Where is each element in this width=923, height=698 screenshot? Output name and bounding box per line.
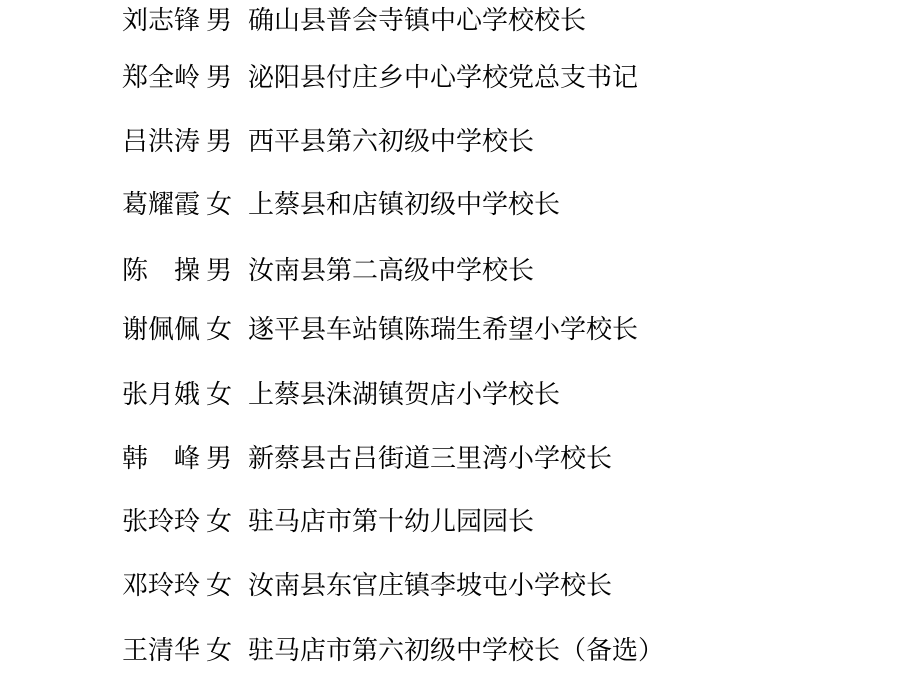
person-name: 韩 峰 [122,443,201,474]
person-title: 西平县第六初级中学校长 [248,126,535,157]
person-gender: 男 [206,255,233,286]
person-name: 张月娥 [122,380,201,411]
person-name: 王清华 [122,635,201,666]
person-gender: 女 [206,190,233,221]
person-title: 泌阳县付庄乡中心学校党总支书记 [248,63,639,94]
person-title: 驻马店市第十幼儿园园长 [248,507,535,538]
list-item [0,190,923,253]
person-gender: 男 [206,443,233,474]
list-item [0,444,923,507]
person-name: 陈 操 [122,255,201,286]
person-name: 邓玲玲 [122,570,201,601]
list-item [0,254,923,317]
person-title: 汝南县东官庄镇李坡屯小学校长 [248,570,613,601]
person-name: 葛耀霞 [122,190,201,221]
list-item [0,571,923,634]
person-name: 郑全岭 [122,63,201,94]
person-name: 吕洪涛 [122,126,201,157]
person-title: 上蔡县洙湖镇贺店小学校长 [248,380,561,411]
person-name: 张玲玲 [122,507,201,538]
person-gender: 男 [206,63,233,94]
person-gender: 女 [206,570,233,601]
list-item [0,634,923,697]
person-gender: 女 [206,507,233,538]
person-gender: 女 [206,635,233,666]
person-title: 驻马店市第六初级中学校长（备选） [248,635,665,666]
person-title: 遂平县车站镇陈瑞生希望小学校长 [248,314,639,345]
person-title: 汝南县第二高级中学校长 [248,255,535,286]
person-title: 新蔡县古吕街道三里湾小学校长 [248,443,613,474]
list-item [0,314,923,380]
person-gender: 男 [206,126,233,157]
list-item [0,0,923,63]
person-title: 上蔡县和店镇初级中学校长 [248,190,561,221]
list-item [0,127,923,190]
person-gender: 男 [206,6,233,36]
person-gender: 女 [206,314,233,345]
list-item [0,380,923,443]
person-gender: 女 [206,380,233,411]
list-item [0,507,923,570]
person-name: 刘志锋 [122,6,201,36]
person-title: 确山县普会寺镇中心学校校长 [248,6,587,36]
list-item [0,63,923,126]
person-name: 谢佩佩 [122,314,201,345]
